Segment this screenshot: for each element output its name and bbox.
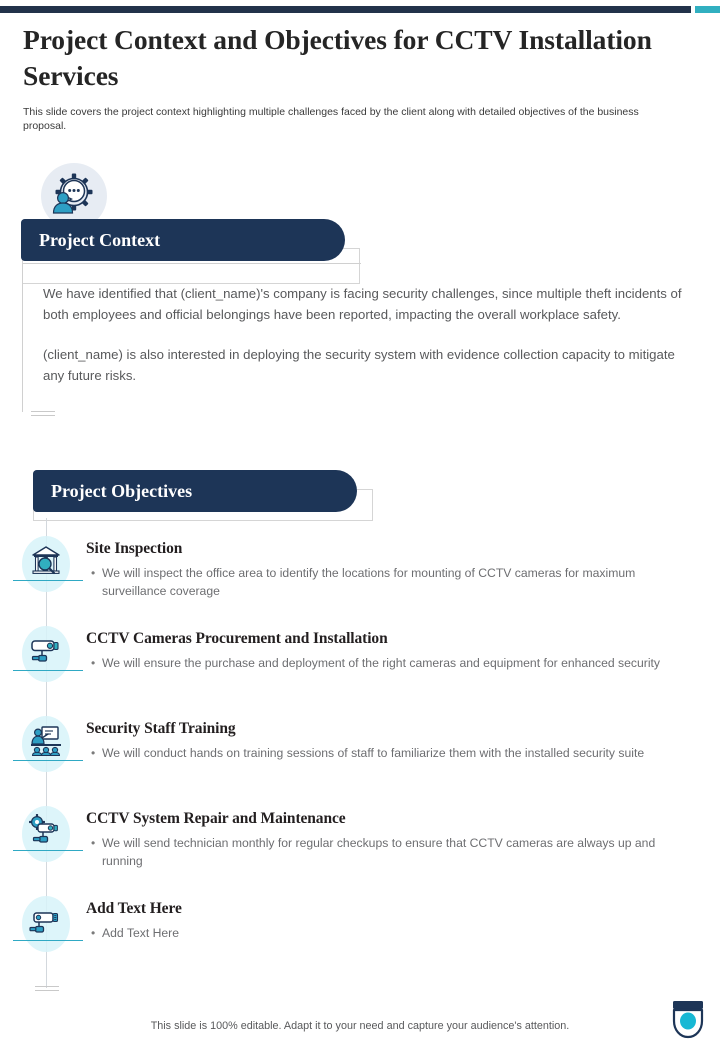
objective-icon-wrapper [18, 896, 74, 952]
objective-icon-wrapper [18, 716, 74, 772]
project-context-paragraph-2: (client_name) is also interested in deploying the security system with evidence collection capacity to mitigate any future risks. [43, 347, 675, 383]
objective-description: We will inspect the office area to identify the locations for mounting of CCTV cameras for maximum surveillance coverage [102, 566, 636, 598]
objective-icon-baseline [13, 940, 83, 941]
cctv-maintenance-icon [26, 812, 66, 852]
objective-icon-wrapper [18, 806, 74, 862]
objective-description: We will send technician monthly for regular checkups to ensure that CCTV cameras are always up and running [102, 836, 656, 868]
list-item [0, 800, 720, 890]
page-subtitle: This slide covers the project context highlighting multiple challenges faced by the client along with detailed objectives of the business proposal. [23, 106, 639, 132]
objectives-timeline-end-tick-lower [35, 990, 59, 991]
objective-bullet-row [88, 834, 688, 870]
bullet-marker: • [91, 656, 96, 670]
list-item [0, 890, 720, 980]
project-context-banner [21, 219, 345, 261]
bullet-marker: • [91, 926, 96, 940]
objective-title: CCTV Cameras Procurement and Installation [86, 630, 388, 647]
objective-bullet-row [88, 564, 688, 600]
objective-bullet-row [88, 924, 688, 942]
project-context-tick-lower [31, 415, 55, 416]
top-bar-accent-segment [695, 6, 720, 13]
project-context-banner-label: Project Context [39, 229, 161, 250]
objective-title: Add Text Here [86, 900, 182, 917]
objective-title: Security Staff Training [86, 720, 236, 737]
project-objectives-banner-label: Project Objectives [51, 480, 193, 501]
objective-title: CCTV System Repair and Maintenance [86, 810, 346, 827]
objective-bullet-row [88, 744, 688, 762]
list-item [0, 530, 720, 620]
objective-icon-wrapper [18, 536, 74, 592]
project-context-tick-upper [31, 411, 55, 412]
footer-note: This slide is 100% editable. Adapt it to your need and capture your audience's attention. [150, 1020, 570, 1032]
list-item [0, 710, 720, 800]
building-inspection-icon [26, 542, 66, 582]
bullet-marker: • [91, 746, 96, 760]
objective-icon-baseline [13, 760, 83, 761]
top-accent-bar [0, 6, 720, 13]
project-context-body-text [43, 283, 695, 386]
objectives-list [0, 530, 720, 980]
list-item [0, 620, 720, 710]
project-context-paragraph-1: We have identified that (client_name)'s company is facing security challenges, since multiple theft incidents of both employees and official belongings have been reported, impacting the overall workplace safety. [43, 286, 682, 322]
objective-description: We will ensure the purchase and deployment of the right cameras and equipment for enhanced security [102, 656, 661, 670]
project-objectives-banner [33, 470, 357, 512]
objective-icon-baseline [13, 580, 83, 581]
objective-icon-baseline [13, 670, 83, 671]
objective-bullet-row [88, 654, 688, 672]
cctv-camera-icon [26, 632, 66, 672]
objective-icon-baseline [13, 850, 83, 851]
dome-camera-logo [668, 999, 708, 1040]
staff-training-icon [26, 722, 66, 762]
objective-description: We will conduct hands on training sessions of staff to familiarize them with the installed security suite [102, 746, 645, 760]
bullet-marker: • [91, 836, 96, 850]
objective-description: Add Text Here [102, 926, 180, 940]
top-bar-dark-segment [0, 6, 691, 13]
page-title: Project Context and Objectives for CCTV Installation Services [23, 24, 652, 91]
objectives-timeline-end-tick-upper [35, 986, 59, 987]
objective-title: Site Inspection [86, 540, 183, 557]
bullet-marker: • [91, 566, 96, 580]
objective-icon-wrapper [18, 626, 74, 682]
cctv-camera-placeholder-icon [26, 902, 66, 942]
